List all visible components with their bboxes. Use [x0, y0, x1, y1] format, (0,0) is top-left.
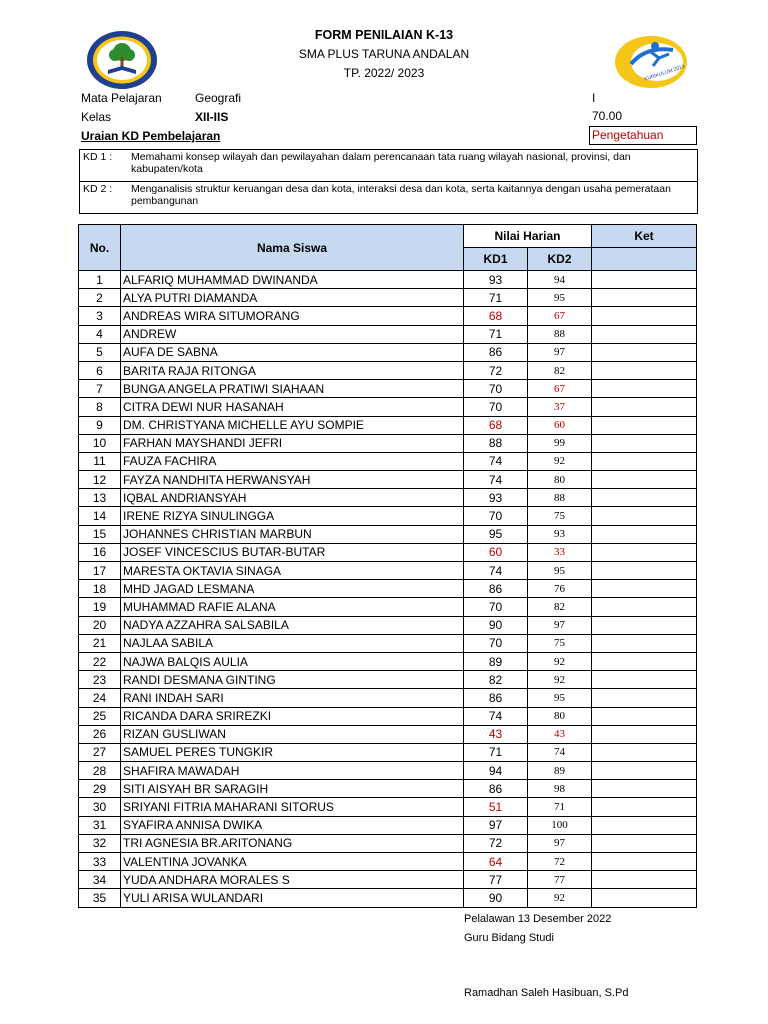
- table-row: [79, 361, 697, 379]
- row-number: 11: [79, 452, 121, 470]
- kd1-score: 86: [464, 580, 528, 598]
- kd2-score: 95: [528, 689, 592, 707]
- student-name: IRENE RIZYA SINULINGGA: [121, 507, 464, 525]
- kd1-score: 74: [464, 707, 528, 725]
- table-row: [79, 307, 697, 325]
- table-row: [79, 543, 697, 561]
- ket-cell: [592, 671, 697, 689]
- kd-label: KD 2 :: [83, 183, 113, 195]
- row-number: 15: [79, 525, 121, 543]
- kd2-score: 97: [528, 834, 592, 852]
- kd1-score: 71: [464, 743, 528, 761]
- table-row: [79, 271, 697, 289]
- table-row: [79, 634, 697, 652]
- row-number: 1: [79, 271, 121, 289]
- table-row: [79, 798, 697, 816]
- kd1-score: 72: [464, 834, 528, 852]
- kkm-value: 70.00: [592, 109, 623, 123]
- kd1-score: 90: [464, 616, 528, 634]
- ket-cell: [592, 598, 697, 616]
- col-no-header: No.: [79, 225, 121, 271]
- student-name: YUDA ANDHARA MORALES S: [121, 871, 464, 889]
- kd1-score: 88: [464, 434, 528, 452]
- kd2-score: 60: [528, 416, 592, 434]
- kd1-score: 74: [464, 562, 528, 580]
- row-number: 12: [79, 471, 121, 489]
- table-row: [79, 762, 697, 780]
- kd2-score: 95: [528, 562, 592, 580]
- table-row: [79, 289, 697, 307]
- ket-cell: [592, 762, 697, 780]
- kd2-score: 88: [528, 325, 592, 343]
- table-row: [79, 616, 697, 634]
- kd1-score: 70: [464, 598, 528, 616]
- row-number: 2: [79, 289, 121, 307]
- student-name: RICANDA DARA SRIREZKI: [121, 707, 464, 725]
- row-number: 5: [79, 343, 121, 361]
- student-name: YULI ARISA WULANDARI: [121, 889, 464, 907]
- row-number: 10: [79, 434, 121, 452]
- kd2-score: 88: [528, 489, 592, 507]
- row-number: 8: [79, 398, 121, 416]
- row-number: 17: [79, 562, 121, 580]
- table-row: [79, 380, 697, 398]
- ket-cell: [592, 289, 697, 307]
- ket-cell: [592, 634, 697, 652]
- table-row: [79, 671, 697, 689]
- kd1-score: 71: [464, 289, 528, 307]
- table-row: [79, 853, 697, 871]
- table-row: [79, 398, 697, 416]
- kd1-score: 97: [464, 816, 528, 834]
- kd2-score: 82: [528, 361, 592, 379]
- kd2-score: 95: [528, 289, 592, 307]
- table-row: [79, 834, 697, 852]
- student-name: ALYA PUTRI DIAMANDA: [121, 289, 464, 307]
- ket-cell: [592, 271, 697, 289]
- kd2-score: 100: [528, 816, 592, 834]
- row-number: 26: [79, 725, 121, 743]
- student-name: BUNGA ANGELA PRATIWI SIAHAAN: [121, 380, 464, 398]
- table-row: [79, 325, 697, 343]
- row-number: 20: [79, 616, 121, 634]
- student-name: JOSEF VINCESCIUS BUTAR-BUTAR: [121, 543, 464, 561]
- kd2-score: 76: [528, 580, 592, 598]
- kd2-score: 80: [528, 471, 592, 489]
- kd2-score: 92: [528, 452, 592, 470]
- row-number: 3: [79, 307, 121, 325]
- kd2-score: 75: [528, 634, 592, 652]
- student-name: CITRA DEWI NUR HASANAH: [121, 398, 464, 416]
- row-number: 30: [79, 798, 121, 816]
- row-number: 22: [79, 652, 121, 670]
- kd-row: [80, 150, 697, 182]
- ket-cell: [592, 471, 697, 489]
- row-number: 23: [79, 671, 121, 689]
- student-name: NADYA AZZAHRA SALSABILA: [121, 616, 464, 634]
- kd1-score: 70: [464, 398, 528, 416]
- kd-box: [79, 149, 698, 214]
- student-name: FAUZA FACHIRA: [121, 452, 464, 470]
- kd2-score: 97: [528, 343, 592, 361]
- student-name: BARITA RAJA RITONGA: [121, 361, 464, 379]
- kd-label: KD 1 :: [83, 151, 113, 163]
- table-row: [79, 452, 697, 470]
- student-name: RANDI DESMANA GINTING: [121, 671, 464, 689]
- kd1-score: 86: [464, 689, 528, 707]
- col-kd2-header: KD2: [528, 248, 592, 271]
- kd1-score: 68: [464, 307, 528, 325]
- kd2-score: 80: [528, 707, 592, 725]
- student-name: SITI AISYAH BR SARAGIH: [121, 780, 464, 798]
- place-date: Pelalawan 13 Desember 2022: [464, 913, 612, 925]
- kd1-score: 70: [464, 380, 528, 398]
- table-row: [79, 889, 697, 907]
- student-name: RANI INDAH SARI: [121, 689, 464, 707]
- table-row: [79, 343, 697, 361]
- student-name: MUHAMMAD RAFIE ALANA: [121, 598, 464, 616]
- student-name: JOHANNES CHRISTIAN MARBUN: [121, 525, 464, 543]
- table-row: [79, 652, 697, 670]
- row-number: 4: [79, 325, 121, 343]
- kurikulum-logo-text: KURIKULUM 2013: [643, 63, 686, 83]
- ket-cell: [592, 543, 697, 561]
- table-row: [79, 725, 697, 743]
- ket-cell: [592, 834, 697, 852]
- ket-cell: [592, 307, 697, 325]
- kd1-score: 95: [464, 525, 528, 543]
- student-name: AUFA DE SABNA: [121, 343, 464, 361]
- student-name: SAMUEL PERES TUNGKIR: [121, 743, 464, 761]
- ket-cell: [592, 816, 697, 834]
- row-number: 34: [79, 871, 121, 889]
- table-row: [79, 416, 697, 434]
- kd2-score: 98: [528, 780, 592, 798]
- kd2-score: 77: [528, 871, 592, 889]
- row-number: 14: [79, 507, 121, 525]
- kd1-score: 51: [464, 798, 528, 816]
- kd2-score: 33: [528, 543, 592, 561]
- row-number: 24: [79, 689, 121, 707]
- kd1-score: 86: [464, 343, 528, 361]
- kd1-score: 72: [464, 361, 528, 379]
- student-name: NAJLAA SABILA: [121, 634, 464, 652]
- kd2-score: 93: [528, 525, 592, 543]
- kd2-score: 37: [528, 398, 592, 416]
- ket-cell: [592, 452, 697, 470]
- student-name: FARHAN MAYSHANDI JEFRI: [121, 434, 464, 452]
- ket-cell: [592, 616, 697, 634]
- ket-cell: [592, 489, 697, 507]
- col-ket-header: Ket: [592, 225, 697, 248]
- student-name: VALENTINA JOVANKA: [121, 853, 464, 871]
- ket-cell: [592, 580, 697, 598]
- student-name: DM. CHRISTYANA MICHELLE AYU SOMPIE: [121, 416, 464, 434]
- kd1-score: 43: [464, 725, 528, 743]
- row-number: 9: [79, 416, 121, 434]
- form-title: FORM PENILAIAN K-13: [314, 28, 454, 42]
- table-row: [79, 434, 697, 452]
- kd1-score: 77: [464, 871, 528, 889]
- col-name-header: Nama Siswa: [121, 225, 464, 271]
- ket-cell: [592, 871, 697, 889]
- col-ket-subheader: [592, 248, 697, 271]
- student-name: ANDREW: [121, 325, 464, 343]
- grades-table: [78, 224, 697, 908]
- table-row: [79, 598, 697, 616]
- student-name: SRIYANI FITRIA MAHARANI SITORUS: [121, 798, 464, 816]
- kd2-score: 72: [528, 853, 592, 871]
- kd1-score: 70: [464, 634, 528, 652]
- table-row: [79, 871, 697, 889]
- kd2-score: 82: [528, 598, 592, 616]
- table-row: [79, 689, 697, 707]
- table-row: [79, 816, 697, 834]
- table-row: [79, 780, 697, 798]
- kd-text: Memahami konsep wilayah dan pewilayahan dalam perencanaan tata ruang wilayah nasional, provinsi, dan kabupaten/kota: [131, 151, 631, 175]
- school-name: SMA PLUS TARUNA ANDALAN: [298, 47, 470, 61]
- table-row: [79, 471, 697, 489]
- col-kd1-header: KD1: [464, 248, 528, 271]
- grades-body: [79, 271, 697, 908]
- row-number: 32: [79, 834, 121, 852]
- row-number: 16: [79, 543, 121, 561]
- row-number: 35: [79, 889, 121, 907]
- kd1-score: 82: [464, 671, 528, 689]
- table-row: [79, 507, 697, 525]
- kd1-score: 71: [464, 325, 528, 343]
- teacher-role: Guru Bidang Studi: [464, 932, 554, 944]
- kd-row: [80, 182, 697, 213]
- kd2-score: 92: [528, 671, 592, 689]
- kd1-score: 74: [464, 452, 528, 470]
- kd2-score: 89: [528, 762, 592, 780]
- ket-cell: [592, 780, 697, 798]
- student-name: NAJWA BALQIS AULIA: [121, 652, 464, 670]
- kd2-score: 92: [528, 652, 592, 670]
- kd1-score: 70: [464, 507, 528, 525]
- row-number: 13: [79, 489, 121, 507]
- section-label: Uraian KD Pembelajaran: [81, 129, 221, 143]
- ket-cell: [592, 889, 697, 907]
- col-group-header: Nilai Harian: [464, 225, 592, 248]
- ket-cell: [592, 725, 697, 743]
- row-number: 33: [79, 853, 121, 871]
- table-row: [79, 489, 697, 507]
- student-name: TRI AGNESIA BR.ARITONANG: [121, 834, 464, 852]
- kd1-score: 74: [464, 471, 528, 489]
- kd1-score: 94: [464, 762, 528, 780]
- row-number: 18: [79, 580, 121, 598]
- ket-cell: [592, 380, 697, 398]
- kd2-score: 43: [528, 725, 592, 743]
- ket-cell: [592, 562, 697, 580]
- student-name: SHAFIRA MAWADAH: [121, 762, 464, 780]
- class-value: XII-IIS: [195, 110, 229, 124]
- row-number: 7: [79, 380, 121, 398]
- kd1-score: 60: [464, 543, 528, 561]
- table-row: [79, 562, 697, 580]
- table-row: [79, 525, 697, 543]
- student-name: SYAFIRA ANNISA DWIKA: [121, 816, 464, 834]
- student-name: ALFARIQ MUHAMMAD DWINANDA: [121, 271, 464, 289]
- row-number: 31: [79, 816, 121, 834]
- kd1-score: 86: [464, 780, 528, 798]
- academic-year: TP. 2022/ 2023: [343, 66, 425, 80]
- ket-cell: [592, 416, 697, 434]
- kd2-score: 94: [528, 271, 592, 289]
- ket-cell: [592, 525, 697, 543]
- kd1-score: 90: [464, 889, 528, 907]
- subject-label: Mata Pelajaran: [81, 91, 162, 105]
- teacher-name: Ramadhan Saleh Hasibuan, S.Pd: [464, 987, 629, 999]
- ket-cell: [592, 707, 697, 725]
- kd2-score: 71: [528, 798, 592, 816]
- kd2-score: 99: [528, 434, 592, 452]
- row-number: 29: [79, 780, 121, 798]
- table-row: [79, 743, 697, 761]
- ket-cell: [592, 743, 697, 761]
- class-label: Kelas: [81, 110, 112, 124]
- row-number: 6: [79, 361, 121, 379]
- subject-value: Geografi: [195, 91, 242, 105]
- kd2-score: 67: [528, 307, 592, 325]
- student-name: RIZAN GUSLIWAN: [121, 725, 464, 743]
- row-number: 28: [79, 762, 121, 780]
- student-name: ANDREAS WIRA SITUMORANG: [121, 307, 464, 325]
- row-number: 27: [79, 743, 121, 761]
- ket-cell: [592, 325, 697, 343]
- kd2-score: 75: [528, 507, 592, 525]
- table-row: [79, 580, 697, 598]
- kd2-score: 97: [528, 616, 592, 634]
- row-number: 25: [79, 707, 121, 725]
- ket-cell: [592, 361, 697, 379]
- row-number: 19: [79, 598, 121, 616]
- ket-cell: [592, 652, 697, 670]
- student-name: MHD JAGAD LESMANA: [121, 580, 464, 598]
- semester-value: I: [592, 91, 596, 105]
- ket-cell: [592, 689, 697, 707]
- kd1-score: 93: [464, 489, 528, 507]
- student-name: IQBAL ANDRIANSYAH: [121, 489, 464, 507]
- ket-cell: [592, 853, 697, 871]
- student-name: FAYZA NANDHITA HERWANSYAH: [121, 471, 464, 489]
- kd2-score: 74: [528, 743, 592, 761]
- ket-cell: [592, 798, 697, 816]
- ket-cell: [592, 343, 697, 361]
- kd1-score: 68: [464, 416, 528, 434]
- row-number: 21: [79, 634, 121, 652]
- kd-text: Menganalisis struktur keruangan desa dan kota, interaksi desa dan kota, serta kaitannya dengan usaha pemerataan pembangunan: [131, 183, 671, 207]
- aspect-box: Pengetahuan: [589, 126, 697, 145]
- ket-cell: [592, 434, 697, 452]
- student-name: MARESTA OKTAVIA SINAGA: [121, 562, 464, 580]
- kd2-score: 92: [528, 889, 592, 907]
- table-row: [79, 707, 697, 725]
- kd1-score: 64: [464, 853, 528, 871]
- ket-cell: [592, 398, 697, 416]
- kd1-score: 89: [464, 652, 528, 670]
- ket-cell: [592, 507, 697, 525]
- kd1-score: 93: [464, 271, 528, 289]
- kd2-score: 67: [528, 380, 592, 398]
